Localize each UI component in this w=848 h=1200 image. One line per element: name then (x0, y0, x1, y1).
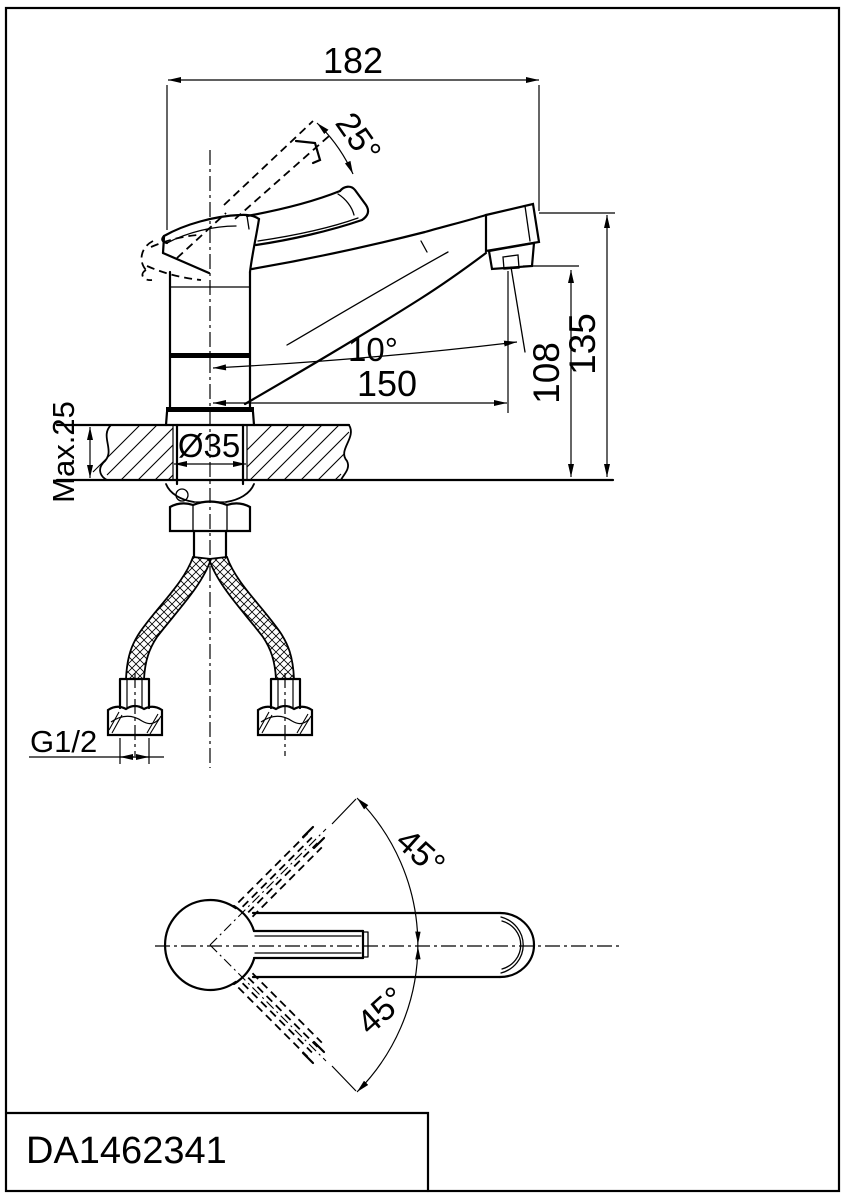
handle-ball (165, 900, 236, 990)
hose-right (209, 557, 294, 679)
dim-handle-lift-angle-label: 25° (327, 105, 389, 170)
countertop-torn-edge-left (100, 425, 111, 480)
top-view (155, 798, 622, 1092)
dim-swivel-upper-label: 45° (388, 821, 453, 885)
dim-spout-reach-label: 150 (356, 363, 418, 404)
dim-overall-height-label: 135 (562, 313, 603, 375)
dim-handle-lift-angle (317, 106, 388, 174)
dim-outlet-height-label: 108 (526, 342, 567, 404)
dim-swivel-lower-label: 45° (349, 979, 414, 1043)
dim-connection-thread-label: G1/2 (30, 724, 98, 759)
dim-spout-angle-label: 10° (348, 331, 398, 368)
dim-overall-width-label: 182 (322, 40, 384, 81)
faucet-handle (162, 187, 368, 273)
part-number: DA1462341 (26, 1130, 227, 1172)
dim-connection-thread (29, 724, 164, 764)
handle-lever-top-view (254, 931, 368, 958)
dim-deck-thickness-label: Max.25 (46, 401, 81, 503)
dim-spout-angle (213, 267, 525, 368)
dim-hole-diameter (174, 427, 246, 464)
dim-deck-thickness (46, 401, 90, 503)
countertop-section (57, 425, 613, 484)
sheet-frame (6, 8, 839, 1191)
hose-left (126, 557, 211, 679)
countertop-torn-edge-right (341, 425, 351, 480)
dim-swivel-angle (332, 798, 452, 1092)
spout-top-view (253, 913, 534, 977)
tilted-handle-tip (296, 141, 320, 163)
handle-swivel-positions (238, 827, 324, 1063)
side-view (29, 40, 615, 768)
title-block (6, 1113, 428, 1191)
dim-hole-diameter-label: Ø35 (177, 427, 241, 464)
